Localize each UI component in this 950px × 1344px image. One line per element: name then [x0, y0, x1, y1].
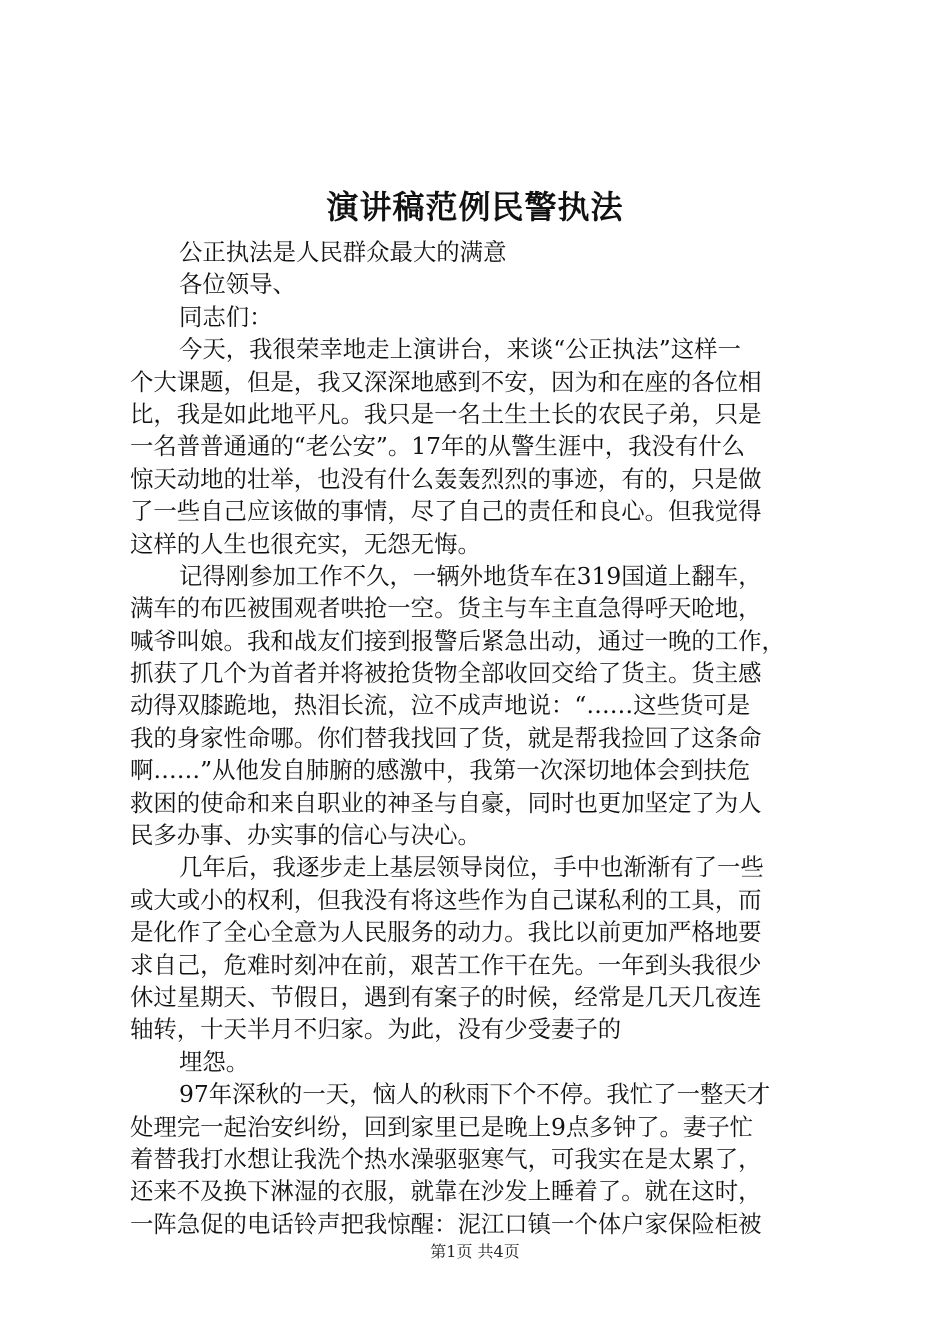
paragraph-line: 休过星期天、节假日，遇到有案子的时候，经常是几天几夜连: [130, 982, 762, 1011]
paragraph-line: 或大或小的权利，但我没有将这些作为自己谋私利的工具，而: [130, 885, 762, 914]
paragraph-line: 比，我是如此地平凡。我只是一名土生土长的农民子弟，只是: [130, 399, 762, 428]
paragraph-line: 喊爷叫娘。我和战友们接到报警后紧急出动，通过一晚的工作，: [130, 626, 785, 655]
paragraph-line: 个大课题，但是，我又深深地感到不安，因为和在座的各位相: [130, 367, 762, 396]
subtitle-line: 公正执法是人民群众最大的满意: [179, 238, 507, 266]
document-body: [130, 236, 830, 1240]
paragraph-line: 是化作了全心全意为人民服务的动力。我比以前更加严格地要: [130, 918, 762, 947]
salutation-line: 同志们：: [179, 302, 273, 331]
paragraph-line: 我的身家性命哪。你们替我找回了货，就是帮我捡回了这条命: [130, 723, 762, 752]
paragraph-line: 救困的使命和来自职业的神圣与自豪，同时也更加坚定了为人: [130, 788, 762, 817]
paragraph-line: 埋怨。: [179, 1047, 250, 1076]
paragraph-line: 啊……”从他发自肺腑的感激中，我第一次深切地体会到扶危: [130, 756, 751, 785]
paragraph-line: 几年后，我逐步走上基层领导岗位，手中也渐渐有了一些: [179, 853, 764, 882]
paragraph-line: 民多办事、办实事的信心与决心。: [130, 821, 481, 850]
paragraph-line: 抓获了几个为首者并将被抢货物全部收回交给了货主。货主感: [130, 659, 762, 688]
paragraph-line: 今天，我很荣幸地走上演讲台，来谈“公正执法”这样一: [179, 335, 741, 364]
paragraph-line: 处理完一起治安纠纷，回到家里已是晚上9点多钟了。妻子忙: [130, 1112, 754, 1141]
paragraph-line: 满车的布匹被围观者哄抢一空。货主与车主直急得呼天呛地，: [130, 594, 762, 623]
page-number-footer: 第1页 共4页: [430, 1242, 520, 1261]
paragraph-line: 一阵急促的电话铃声把我惊醒：泥江口镇一个体户家保险柜被: [130, 1209, 762, 1238]
paragraph-line: 还来不及换下淋湿的衣服，就靠在沙发上睡着了。就在这时，: [130, 1177, 762, 1206]
salutation-line: 各位领导、: [179, 270, 296, 299]
paragraph-line: 97年深秋的一天，恼人的秋雨下个不停。我忙了一整天才: [179, 1080, 771, 1109]
paragraph-line: 求自己，危难时刻冲在前，艰苦工作干在先。一年到头我很少: [130, 950, 762, 979]
document-title: 演讲稿范例民警执法: [326, 188, 624, 226]
paragraph-line: 了一些自己应该做的事情，尽了自己的责任和良心。但我觉得: [130, 497, 762, 526]
paragraph-line: 一名普普通通的“老公安”。17年的从警生涯中，我没有什么: [130, 432, 746, 461]
paragraph-line: 惊天动地的壮举，也没有什么轰轰烈烈的事迹，有的，只是做: [130, 464, 762, 493]
paragraph-line: 记得刚参加工作不久，一辆外地货车在319国道上翻车，: [179, 561, 762, 590]
paragraph-line: 动得双膝跪地，热泪长流，泣不成声地说：“……这些货可是: [130, 691, 751, 720]
paragraph-line: 轴转，十天半月不归家。为此，没有少受妻子的: [130, 1015, 622, 1044]
paragraph-line: 这样的人生也很充实，无怨无悔。: [130, 529, 481, 558]
paragraph-line: 着替我打水想让我洗个热水澡驱驱寒气，可我实在是太累了，: [130, 1144, 762, 1173]
